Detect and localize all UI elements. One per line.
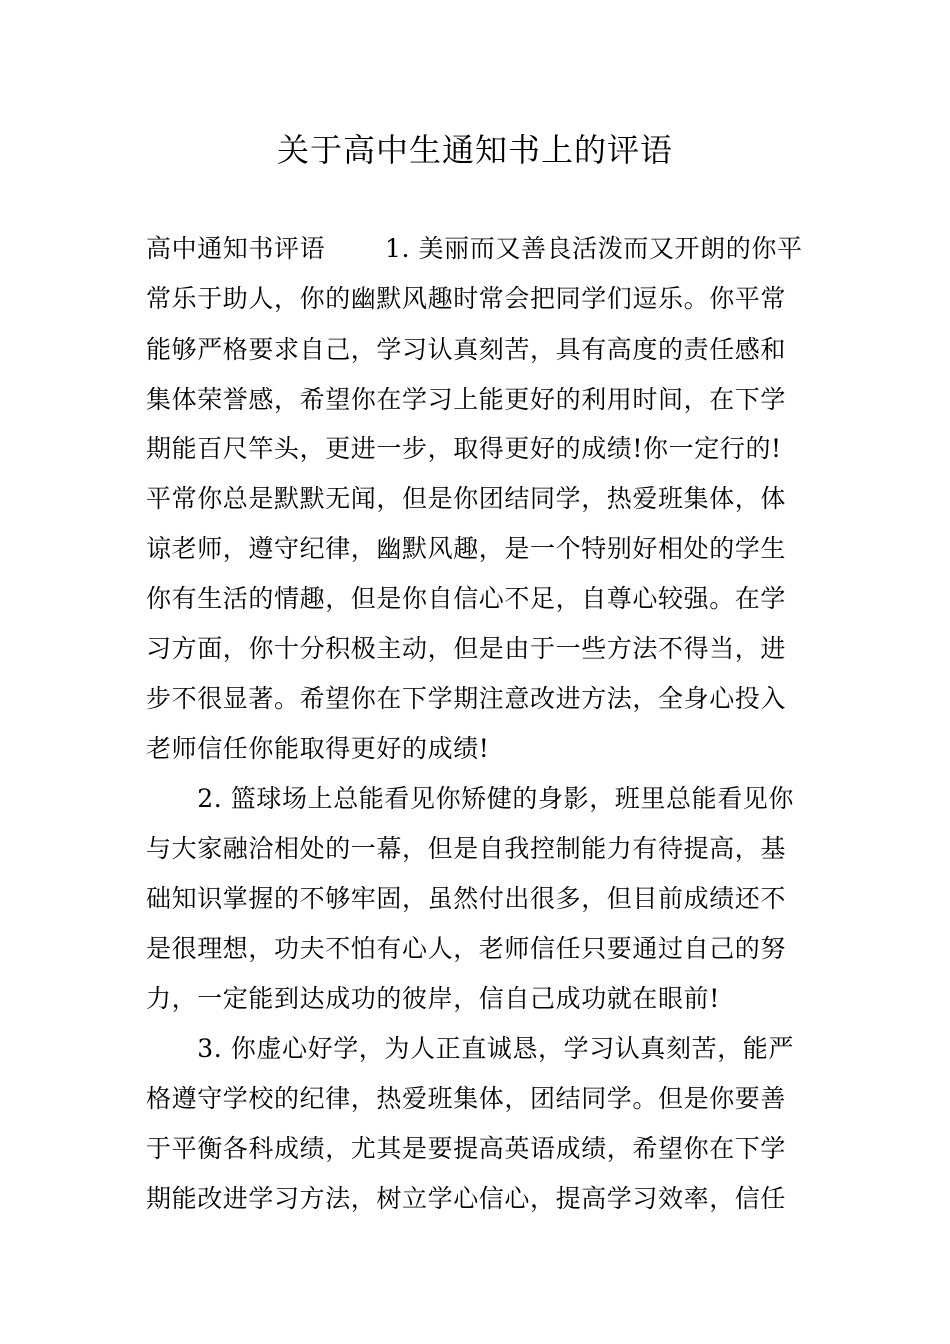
document-title: 关于高中生通知书上的评语 <box>276 131 673 169</box>
body-line: 平常你总是默默无闻，但是你团结同学，热爱班集体，体 <box>146 484 787 513</box>
body-line: 谅老师，遵守纪律，幽默风趣，是一个特别好相处的学生 <box>146 534 787 563</box>
body-line: 常乐于助人，你的幽默风趣时常会把同学们逗乐。你平常 <box>146 284 787 313</box>
body-line: 集体荣誉感，希望你在学习上能更好的利用时间，在下学 <box>146 385 787 414</box>
body-line: 2. 篮球场上总能看见你矫健的身影，班里总能看见你 <box>146 784 795 813</box>
body-line: 期能改进学习方法，树立学心信心，提高学习效率，信任 <box>146 1184 787 1213</box>
body-line: 力，一定能到达成功的彼岸，信自己成功就在眼前! <box>146 984 720 1013</box>
body-line: 格遵守学校的纪律，热爱班集体，团结同学。但是你要善 <box>146 1084 787 1113</box>
body-line: 步不很显著。希望你在下学期注意改进方法，全身心投入 <box>146 684 787 713</box>
body-line: 础知识掌握的不够牢固，虽然付出很多，但目前成绩还不 <box>146 884 787 913</box>
body-line: 能够严格要求自己，学习认真刻苦，具有高度的责任感和 <box>146 335 787 364</box>
body-line: 你有生活的情趣，但是你自信心不足，自尊心较强。在学 <box>146 584 787 613</box>
body-line: 是很理想，功夫不怕有心人，老师信任只要通过自己的努 <box>146 934 787 963</box>
body-line: 高中通知书评语 1. 美丽而又善良活泼而又开朗的你平 <box>146 234 803 263</box>
body-line: 与大家融洽相处的一幕，但是自我控制能力有待提高，基 <box>146 834 787 863</box>
body-line: 3. 你虚心好学，为人正直诚恳，学习认真刻苦，能严 <box>146 1034 795 1063</box>
body-line: 习方面，你十分积极主动，但是由于一些方法不得当，进 <box>146 634 787 663</box>
body-line: 于平衡各科成绩，尤其是要提高英语成绩，希望你在下学 <box>146 1134 787 1163</box>
body-line: 老师信任你能取得更好的成绩! <box>146 734 490 763</box>
body-line: 期能百尺竿头，更进一步，取得更好的成绩!你一定行的! <box>146 434 782 463</box>
